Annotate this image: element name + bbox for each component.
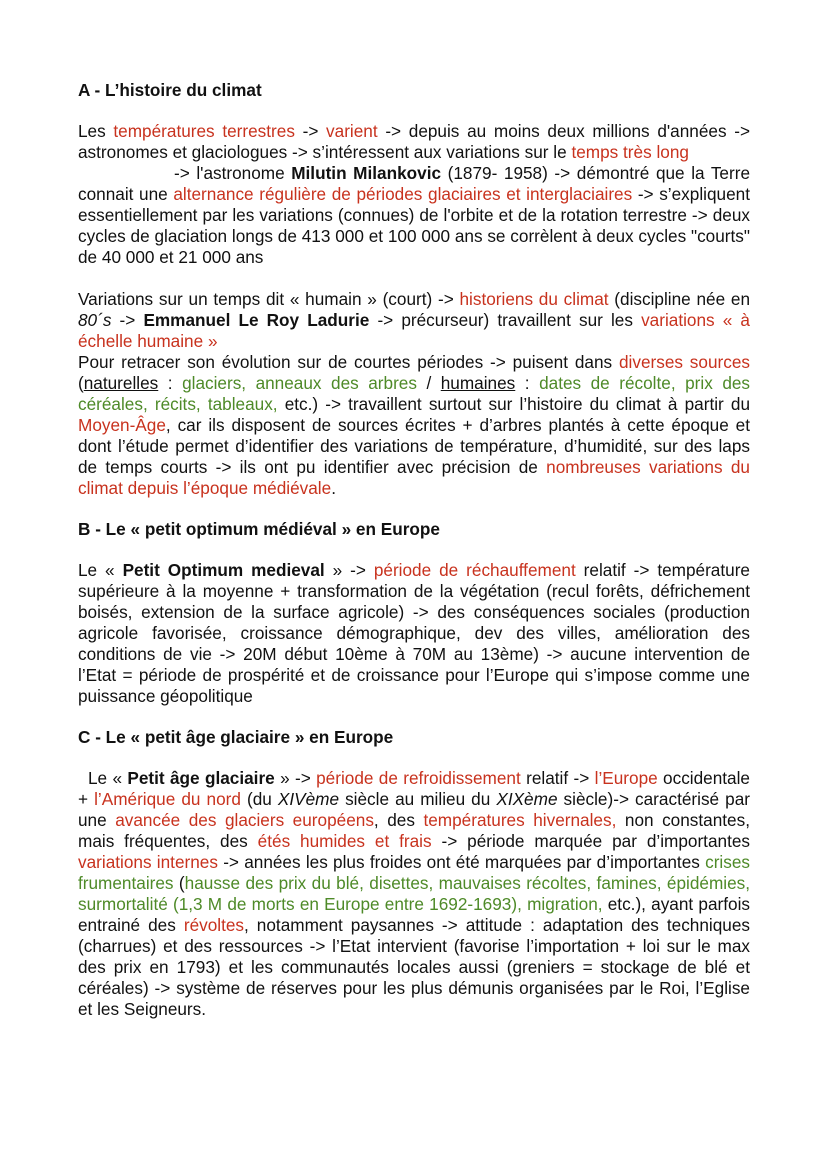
text: . xyxy=(331,478,336,498)
bold-term: Petit âge glaciaire xyxy=(127,768,275,788)
text: , car ils disposent de sources écrites + d’arbres plantés à cette époque et dont l’étude permet d’identifier des variations de température, d’humidité, sur des laps de temps courts -> ils ont pu identifier avec précision de xyxy=(78,415,750,477)
text: non constantes, mais fréquentes, des xyxy=(78,810,750,851)
text: -> xyxy=(294,121,327,141)
highlight-red: historiens du climat xyxy=(459,289,609,309)
highlight-red: Moyen-Âge xyxy=(78,415,166,435)
section-a-title: A - L’histoire du climat xyxy=(78,80,262,100)
text: occidentale + xyxy=(78,768,750,809)
highlight-green: glaciers, anneaux des arbres xyxy=(182,373,417,393)
highlight-red: révoltes xyxy=(183,915,245,935)
text: ( xyxy=(78,373,84,393)
italic-text: XIXème xyxy=(496,789,558,809)
section-c-paragraph-1 xyxy=(78,768,750,1020)
text: (du xyxy=(240,789,278,809)
text: etc.), ayant parfois entrainé des xyxy=(78,894,750,935)
highlight-red: températures terrestres xyxy=(113,121,295,141)
text: Le « xyxy=(78,560,123,580)
text: Les xyxy=(78,121,114,141)
highlight-red: l’Amérique du nord xyxy=(94,789,241,809)
text: (discipline née en xyxy=(608,289,751,309)
highlight-green: dates de récolte, prix des céréales, récits, tableaux, xyxy=(78,373,751,414)
bold-name: Emmanuel Le Roy Ladurie xyxy=(143,310,370,330)
italic-text: XIVème xyxy=(277,789,340,809)
highlight-red: variations « à échelle humaine » xyxy=(78,310,750,351)
section-a-paragraph-1 xyxy=(78,121,750,163)
text: Le « xyxy=(88,768,128,788)
text: » -> xyxy=(324,560,374,580)
highlight-red: étés humides et frais xyxy=(257,831,432,851)
text: : xyxy=(158,373,183,393)
highlight-red: températures hivernales, xyxy=(423,810,617,830)
section-a-paragraph-3 xyxy=(78,289,750,352)
text: siècle au milieu du xyxy=(339,789,497,809)
highlight-red: l’Europe xyxy=(594,768,658,788)
text: Variations sur un temps dit « humain » (court) -> xyxy=(78,289,460,309)
highlight-red: varient xyxy=(326,121,378,141)
text: -> l'astronome xyxy=(174,163,292,183)
section-b-title: B - Le « petit optimum médiéval » en Europe xyxy=(78,519,440,539)
text: Pour retracer son évolution sur de courtes périodes -> puisent dans xyxy=(78,352,619,372)
text: / xyxy=(416,373,441,393)
bold-term: Petit Optimum medieval xyxy=(122,560,325,580)
text: -> années les plus froides ont été marquées par d’importantes xyxy=(217,852,706,872)
section-b-paragraph-1 xyxy=(78,560,750,707)
text: -> période marquée par d’importantes xyxy=(431,831,751,851)
section-a-paragraph-4 xyxy=(78,352,750,499)
text: siècle)-> caractérisé par une xyxy=(78,789,750,830)
highlight-red: avancée des glaciers européens xyxy=(115,810,374,830)
text: ( xyxy=(173,873,185,893)
highlight-green: hausse des prix du blé, disettes, mauvaises récoltes, famines, épidémies, surmortalité (1,3 M de morts en Europe entre 1692-1693), migration, xyxy=(78,873,751,914)
italic-text: 80´s xyxy=(78,310,112,330)
text: -> depuis au moins deux millions d'années -> astronomes et glaciologues -> s’intéressent aux variations sur le xyxy=(78,121,750,162)
highlight-red: diverses sources xyxy=(618,352,750,372)
text: (1879- 1958) -> démontré que la Terre connait une xyxy=(78,163,750,204)
section-c-title: C - Le « petit âge glaciaire » en Europe xyxy=(78,727,394,747)
section-a-paragraph-2 xyxy=(78,163,750,268)
text: : xyxy=(515,373,540,393)
highlight-red: alternance régulière de périodes glaciaires et interglaciaires xyxy=(173,184,633,204)
bold-name: Milutin Milankovic xyxy=(291,163,442,183)
highlight-red: temps très long xyxy=(571,142,689,162)
text: -> précurseur) travaillent sur les xyxy=(369,310,642,330)
text: » -> xyxy=(274,768,317,788)
text: , des xyxy=(373,810,424,830)
highlight-red: période de refroidissement xyxy=(316,768,521,788)
highlight-red: nombreuses variations du climat depuis l’époque médiévale xyxy=(78,457,750,498)
highlight-red: variations internes xyxy=(78,852,218,872)
text: -> s’expliquent essentiellement par les variations (connues) de l'orbite et de la rotation terrestre -> deux cycles de glaciation longs de 413 000 et 100 000 ans se corrèlent à deux cycles "courts" de 40 000 et 21 000 ans xyxy=(78,184,750,267)
highlight-green: crises frumentaires xyxy=(78,852,750,893)
underlined-text: naturelles xyxy=(83,373,159,393)
highlight-red: période de réchauffement xyxy=(373,560,576,580)
text: -> xyxy=(111,310,144,330)
text: relatif -> xyxy=(520,768,595,788)
underlined-text: humaines xyxy=(440,373,516,393)
text: relatif -> température supérieure à la moyenne + transformation de la végétation (recul forêts, défrichement boisés, extension de la surface agricole) -> des conséquences sociales (production agricole favorisée, croissance démographique, dev des villes, amélioration des conditions de vie -> 20M début 10ème à 70M au 13ème) -> aucune intervention de l’Etat = période de prospérité et de croissance pour l’Europe qui s’impose comme une puissance géopolitique xyxy=(78,560,750,706)
text: , notamment paysannes -> attitude : adaptation des techniques (charrues) et des ressources -> l’Etat intervient (favorise l’importation + loi sur le max des prix en 1793) et les communautés locales aussi (greniers = stockage de blé et céréales) -> système de réserves pour les plus démunis organisées par le Roi, l’Eglise et les Seigneurs. xyxy=(78,915,751,1019)
text: etc.) -> travaillent surtout sur l’histoire du climat à partir du xyxy=(277,394,751,414)
